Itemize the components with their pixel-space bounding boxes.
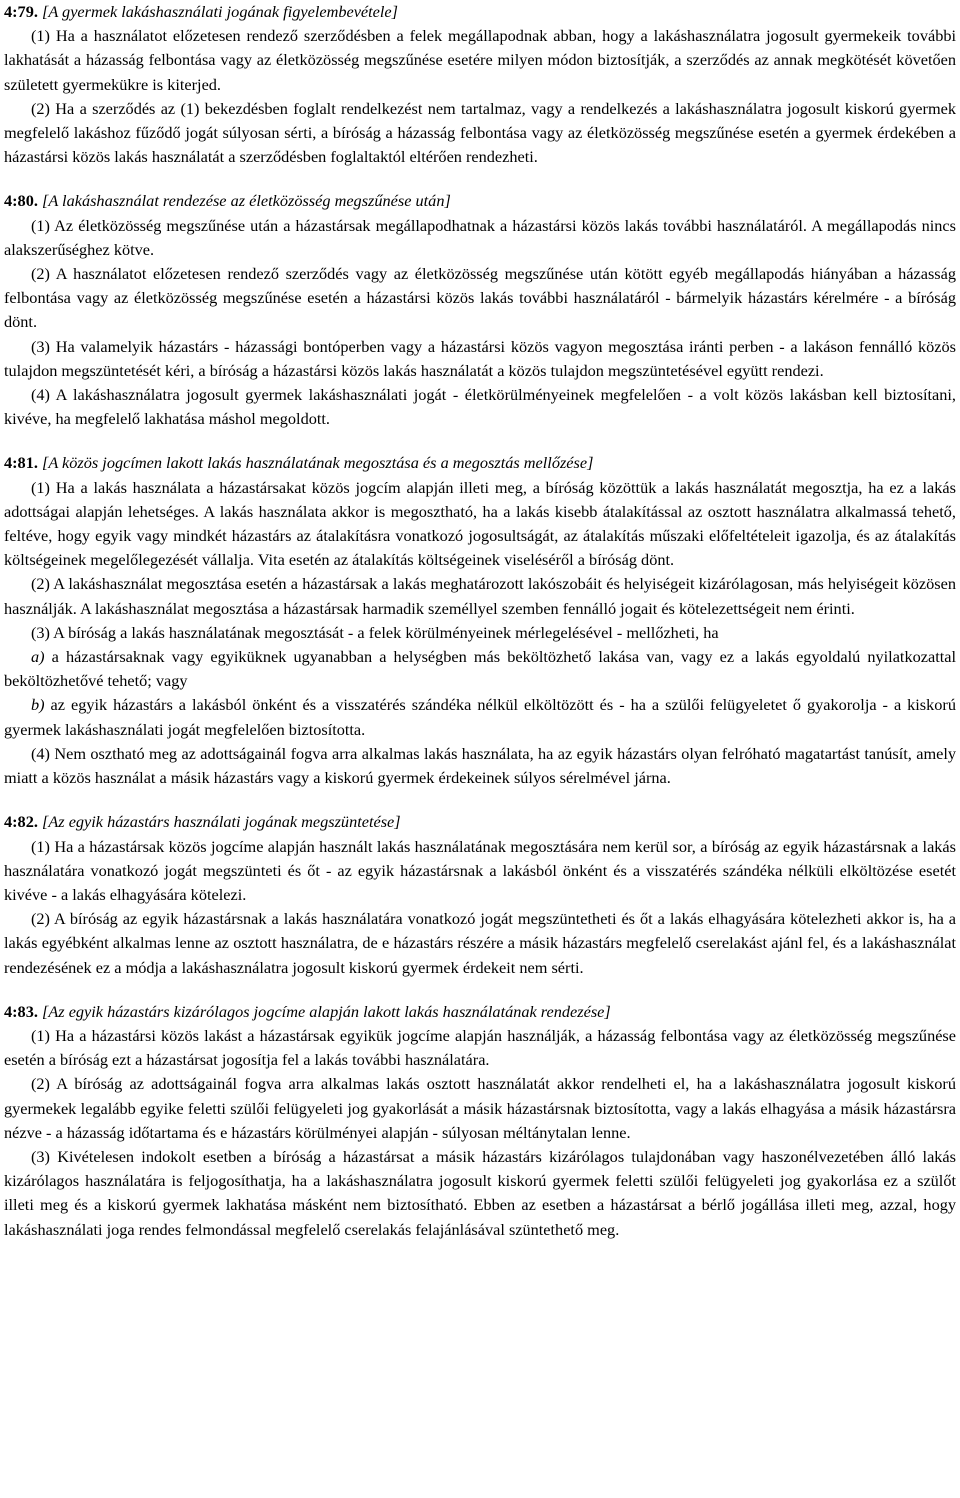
point-label: a) (31, 647, 45, 667)
point-text: az egyik házastárs a lakásból önként és a visszatérés szándéka nélkül elköltözött és - ha a szülői felügyeletet ő gyakorolja - a kiskorú gyermek lakáshasználati jogát megfelelően biztosította. (4, 695, 956, 739)
section-4-80 (4, 189, 956, 431)
paragraph: (4) A lakáshasználatra jogosult gyermek lakáshasználati jogát - életkörülményeinek megfelelően - a volt közös lakásban kell biztosítani, kivéve, ha megfelelő lakhatása máshol megoldott. (4, 385, 956, 429)
list-point-a (4, 645, 956, 693)
section-4-83 (4, 1000, 956, 1242)
section-heading (4, 810, 956, 834)
section-4-82 (4, 810, 956, 979)
section-number: 4:82. (4, 812, 38, 832)
point-label: b) (31, 695, 45, 715)
paragraph: (4) Nem osztható meg az adottságainál fogva arra alkalmas lakás használata, ha az egyik házastárs olyan felróható magatartást tanúsít, amely miatt a közös használat a másik házastárs vagy a kiskorú gyermek érdekeinek súlyos sérelmével járna. (4, 743, 956, 788)
section-title: [A lakáshasználat rendezése az életközösség megszűnése után] (42, 191, 451, 211)
section-heading (4, 189, 956, 213)
document-page (4, 0, 956, 1242)
section-title: [A gyermek lakáshasználati jogának figyelembevétele] (42, 2, 398, 21)
paragraph: (2) A bíróság az adottságainál fogva arra alkalmas lakás osztott használatát akkor rendelheti el, ha a lakáshasználatra jogosult kiskorú gyermekek legalább egyike feletti szülői felügyeleti jog gyakorlását a másik házastársnak biztosította, vagy a lakás elhagyása a másik házastársra nézve - a házasság időtartama és e házastárs körülményei alapján - súlyosan méltánytalan lenne. (4, 1074, 956, 1142)
section-number: 4:83. (4, 1001, 38, 1021)
paragraph: (3) A bíróság a lakás használatának megosztását - a felek körülményeinek mérlegelésével - mellőzheti, ha (31, 622, 719, 642)
paragraph: (2) A bíróság az egyik házastársnak a lakás használatára vonatkozó jogát megszüntetheti és őt a lakás elhagyására kötelezheti akkor is, ha a lakás egyébként alkalmas lenne az osztott használatra, de e házastárs részére a másik házastárs megfelelő cserelakást ajánl fel, és a lakáshasználat rendezésének ez a módja a lakáshasználatra jogosult kiskorú gyermek érdekeit nem sérti. (4, 909, 956, 977)
point-text: a házastársaknak vagy egyiküknek ugyanabban a helységben más beköltözhető lakása van, vagy ez a lakás egyoldalú nyilatkozattal beköltözhetővé tehető; vagy (4, 647, 956, 691)
paragraph: (3) Kivételesen indokolt esetben a bíróság a házastársat a másik házastárs kizárólagos tulajdonában vagy haszonélvezetében álló lakás kizárólagos használatára is feljogosíthatja, ha a lakáshasználatra jogosult kiskorú gyermek feletti szülői felügyeleti jog gyakorlása ez a szülőt illeti meg és a kiskorú gyermek lakhatása másként nem biztosítható. Ebben az esetben a házastársat a bérlő jogállása illeti meg, azzal, hogy lakáshasználati joga rendes felmondással megfelelő cserelakás felajánlásával szüntethető meg. (4, 1146, 956, 1239)
section-number: 4:80. (4, 191, 38, 211)
list-point-b (4, 693, 956, 741)
paragraph: (1) Ha a használatot előzetesen rendező szerződésben a felek megállapodnak abban, hogy a lakáshasználatra jogosult gyermekeik további lakhatását a házasság felbontása vagy az életközösség megszűnése esetére milyen módon biztosítják, a szerződés az annak megkötését követően született gyermekükre is kiterjed. (4, 26, 956, 94)
paragraph: (1) Ha a házastársi közös lakást a házastársak egyikük jogcíme alapján használják, a házasság felbontása vagy az életközösség megszűnése esetén a bíróság ezt a házastársat jogosítja fel a lakás további használatára. (4, 1025, 956, 1070)
paragraph: (1) Az életközösség megszűnése után a házastársak megállapodhatnak a házastársi közös lakás további használatáról. A megállapodás nincs alakszerűséghez kötve. (4, 215, 956, 259)
paragraph: (1) Ha a lakás használata a házastársakat közös jogcím alapján illeti meg, a bíróság közöttük a lakás használatát megosztja, ha ez a lakás adottságai alapján lehetséges. A lakás használata akkor is megosztható, ha a lakás kisebb átalakítással az osztott használatra alkalmassá tehető, feltéve, hogy egyik vagy mindkét házastárs az átalakításra vonatkozó jogosultságát, az átalakítás műszaki előfeltételeit igazolja, és az átalakítás költségeinek megelőlegezését vállalja. Vita esetén az átalakítás költségeinek viseléséről a bíróság dönt. (4, 477, 956, 570)
section-title: [Az egyik házastárs használati jogának megszüntetése] (42, 812, 401, 832)
section-heading (4, 0, 956, 24)
section-title: [Az egyik házastárs kizárólagos jogcíme alapján lakott lakás használatának rendezése] (42, 1001, 611, 1021)
section-number: 4:81. (4, 453, 38, 473)
paragraph: (3) Ha valamelyik házastárs - házassági bontóperben vagy a házastársi közös vagyon megosztása iránti perben - a lakáson fennálló közös tulajdon megszüntetését kéri, a bíróság a házastársi közös lakás használatát a közös tulajdon megszüntetésével együtt rendezi. (4, 336, 956, 380)
section-title: [A közös jogcímen lakott lakás használatának megosztása és a megosztás mellőzése] (42, 453, 594, 473)
paragraph: (1) Ha a házastársak közös jogcíme alapján használt lakás használatának megosztására nem kerül sor, a bíróság az egyik házastársnak a lakás használatára vonatkozó jogát megszünteti és őt - az egyik házastársnak a lakásból önként és a visszatérés szándéka nélküli elköltözése esetét kivéve - a lakás elhagyására kötelezi. (4, 836, 956, 904)
paragraph: (2) A lakáshasználat megosztása esetén a házastársak a lakás meghatározott lakószobáit és helyiségeit kizárólagosan, más helyiségeit közösen használják. A lakáshasználat megosztása a házastársak harmadik személlyel szemben fennálló jogait és kötelezettségeit nem érinti. (4, 574, 956, 618)
section-number: 4:79. (4, 2, 38, 21)
paragraph: (2) A használatot előzetesen rendező szerződés vagy az életközösség megszűnése után kötött egyéb megállapodás hiányában a házasság felbontása vagy az életközösség megszűnése esetén a házastársi közös lakás további használatáról - bármelyik házastárs kérelmére - a bíróság dönt. (4, 264, 956, 332)
section-4-79 (4, 0, 956, 169)
section-heading (4, 1000, 956, 1024)
section-4-81 (4, 451, 956, 790)
section-heading (4, 451, 956, 475)
paragraph: (2) Ha a szerződés az (1) bekezdésben foglalt rendelkezést nem tartalmaz, vagy a rendelkezés a lakáshasználatra jogosult kiskorú gyermek megfelelő lakáshoz fűződő jogát súlyosan sérti, a bíróság a házasság felbontása vagy az életközösség megszűnése esetén a gyermek érdekében a házastársi közös lakás használatát a szerződésben foglaltaktól eltérően rendezheti. (4, 98, 956, 167)
